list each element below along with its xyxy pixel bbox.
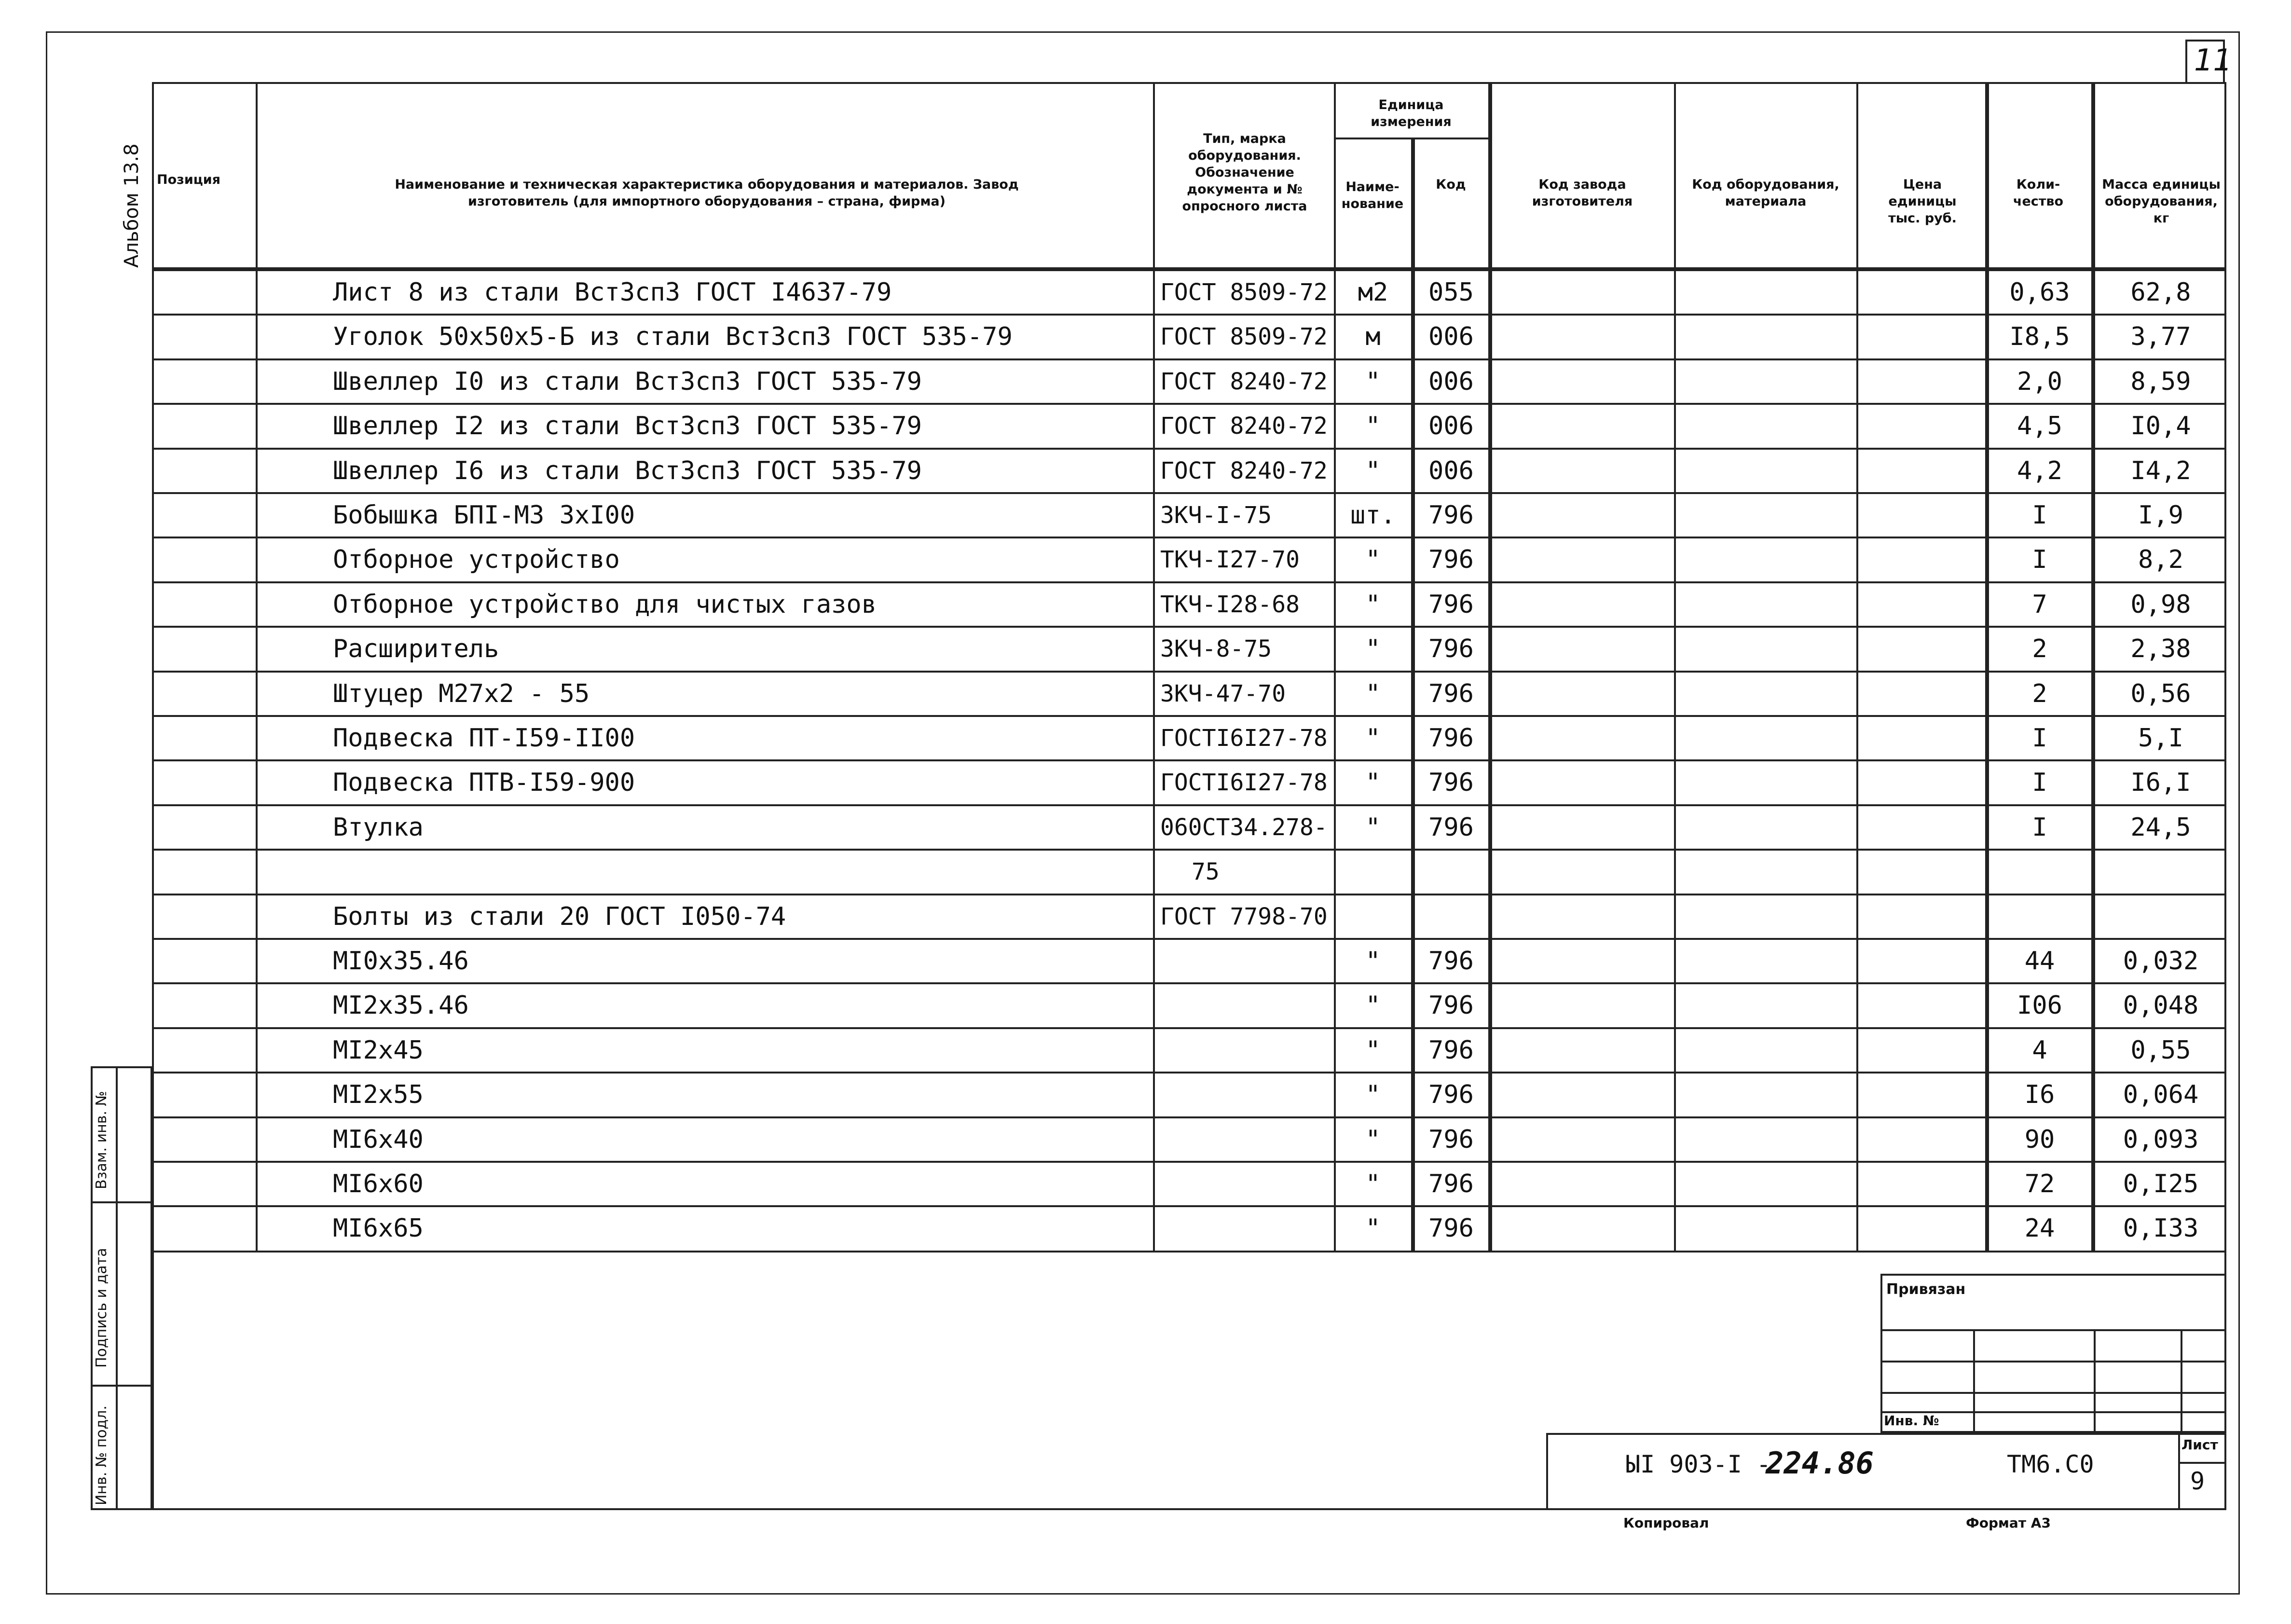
item-unit-code: 796 — [1428, 813, 1474, 842]
item-qty: I — [2032, 724, 2047, 753]
header-name: Наименование и техническая характеристика оборудования и материалов. Завод изготовитель (для импортного оборудования – страна, фирма) — [395, 177, 1019, 209]
item-mass: I,9 — [2138, 501, 2183, 530]
header-price: Цена единицы тыс. руб. — [1888, 177, 1957, 226]
header-position: Позиция — [157, 172, 221, 187]
designation-prefix: ЫI 903-I - — [1626, 1450, 1771, 1478]
item-unit-code: 796 — [1428, 1170, 1474, 1198]
item-unit-code: 006 — [1428, 367, 1474, 396]
item-mass: 0,55 — [2130, 1036, 2191, 1065]
item-type: ГОСТ 8509-72 — [1160, 279, 1328, 306]
header-unit-name: Наиме-нование — [1341, 179, 1404, 211]
privyazan-label: Привязан — [1886, 1281, 1966, 1298]
item-unit: " — [1365, 1214, 1381, 1243]
item-unit-code: 796 — [1428, 768, 1474, 797]
item-unit-code: 796 — [1428, 501, 1474, 530]
item-qty: 72 — [2024, 1170, 2055, 1198]
item-unit-code: 796 — [1428, 634, 1474, 663]
item-name: МI2х55 — [333, 1080, 424, 1109]
copied-label: Копировал — [1623, 1515, 1709, 1531]
side-label-inv-podl: Инв. № подл. — [93, 1405, 110, 1505]
item-name: МI6х65 — [333, 1214, 424, 1243]
item-name: Отборное устройство для чистых газов — [333, 590, 877, 619]
item-name: МI2х45 — [333, 1036, 424, 1065]
item-name: Расширитель — [333, 634, 499, 663]
item-qty: 2,0 — [2017, 367, 2062, 396]
item-unit: " — [1365, 991, 1381, 1020]
item-type: ГОСТ 8240-72 — [1160, 368, 1328, 395]
item-qty: I — [2032, 813, 2047, 842]
item-qty: 44 — [2024, 947, 2055, 976]
header-equip-code: Код оборудования, материала — [1692, 177, 1839, 209]
item-unit: " — [1365, 545, 1381, 574]
item-qty: 24 — [2024, 1214, 2055, 1243]
header-unit-group: Единица измерения — [1371, 97, 1452, 129]
item-unit: м2 — [1358, 278, 1388, 307]
item-mass: I0,4 — [2130, 412, 2191, 440]
item-name: Отборное устройство — [333, 545, 620, 574]
side-label-podpis: Подпись и дата — [93, 1248, 110, 1368]
item-qty: 2 — [2032, 679, 2047, 708]
item-mass: 0,98 — [2130, 590, 2191, 619]
item-name: Швеллер I0 из стали ВстЗсп3 ГОСТ 535-79 — [333, 367, 922, 396]
item-name: Втулка — [333, 813, 424, 842]
item-mass: 24,5 — [2130, 813, 2191, 842]
item-qty: I — [2032, 545, 2047, 574]
item-name: Лист 8 из стали ВстЗсп3 ГОСТ I4637-79 — [333, 278, 892, 307]
item-qty: 4 — [2032, 1036, 2047, 1065]
item-qty: 4,5 — [2017, 412, 2062, 440]
item-qty: 0,63 — [2009, 278, 2070, 307]
item-unit: " — [1365, 813, 1381, 842]
item-unit-code: 796 — [1428, 1080, 1474, 1109]
item-mass: 0,093 — [2123, 1125, 2199, 1154]
item-name: Уголок 50х50х5-Б из стали ВстЗсп3 ГОСТ 535-79 — [333, 322, 1013, 351]
designation-handwritten: 224.86 — [1766, 1445, 1874, 1481]
item-mass: 0,032 — [2123, 947, 2199, 976]
item-name: МI0х35.46 — [333, 947, 469, 976]
item-type: ГОСТI6I27-78 — [1160, 725, 1328, 752]
item-unit-code: 796 — [1428, 1125, 1474, 1154]
item-unit: " — [1365, 947, 1381, 976]
item-unit: " — [1365, 634, 1381, 663]
item-unit: " — [1365, 590, 1381, 619]
item-type: 75 — [1192, 858, 1220, 885]
item-type: ГОСТ 7798-70 — [1160, 903, 1328, 930]
item-unit: м — [1365, 322, 1381, 351]
item-unit-code: 055 — [1428, 278, 1474, 307]
side-label-vzam: Взам. инв. № — [93, 1091, 110, 1189]
item-name: Подвеска ПТ-I59-II00 — [333, 724, 635, 753]
item-qty: 7 — [2032, 590, 2047, 619]
item-unit-code: 796 — [1428, 1214, 1474, 1243]
sheet-number: 9 — [2190, 1467, 2205, 1495]
item-unit-code: 796 — [1428, 545, 1474, 574]
item-mass: I6,I — [2130, 768, 2191, 797]
item-unit-code: 796 — [1428, 724, 1474, 753]
item-unit-code: 796 — [1428, 679, 1474, 708]
item-qty: 4,2 — [2017, 456, 2062, 485]
item-name: МI6х60 — [333, 1170, 424, 1198]
item-qty: 2 — [2032, 634, 2047, 663]
item-unit: " — [1365, 456, 1381, 485]
item-type: ТКЧ-I27-70 — [1160, 546, 1300, 573]
item-unit: " — [1365, 367, 1381, 396]
item-unit-code: 796 — [1428, 1036, 1474, 1065]
header-qty: Коли-чество — [2013, 177, 2064, 209]
header-plant-code: Код завода изготовителя — [1532, 177, 1633, 209]
corner-sheet-number: 11 — [2194, 42, 2232, 78]
item-mass: 62,8 — [2130, 278, 2191, 307]
item-name: МI2х35.46 — [333, 991, 469, 1020]
item-name: Бобышка БПI-М3 3хI00 — [333, 501, 635, 530]
header-mass: Масса единицы оборудования, кг — [2102, 177, 2221, 226]
item-unit-code: 796 — [1428, 991, 1474, 1020]
item-type: ЗКЧ-47-70 — [1160, 680, 1286, 707]
item-name: МI6х40 — [333, 1125, 424, 1154]
header-type: Тип, марка оборудования. Обозначение документа и № опросного листа — [1182, 131, 1307, 214]
item-mass: 0,048 — [2123, 991, 2199, 1020]
item-unit: " — [1365, 412, 1381, 440]
item-qty: I6 — [2024, 1080, 2055, 1109]
item-unit: " — [1365, 1036, 1381, 1065]
item-type: ГОСТ 8509-72 — [1160, 323, 1328, 350]
item-unit: " — [1365, 768, 1381, 797]
inv-no-label: Инв. № — [1884, 1413, 1939, 1429]
doc-code: ТМ6.С0 — [2007, 1450, 2094, 1478]
item-mass: 2,38 — [2130, 634, 2191, 663]
item-mass: 0,064 — [2123, 1080, 2199, 1109]
item-name: Швеллер I6 из стали ВстЗсп3 ГОСТ 535-79 — [333, 456, 922, 485]
item-mass: I4,2 — [2130, 456, 2191, 485]
item-type: 060СТ34.278- — [1160, 814, 1328, 841]
item-unit: шт. — [1350, 501, 1396, 530]
item-name: Подвеска ПТВ-I59-900 — [333, 768, 635, 797]
item-type: ГОСТI6I27-78 — [1160, 769, 1328, 796]
item-type: ЗКЧ-8-75 — [1160, 635, 1272, 662]
sheet-label: Лист — [2181, 1437, 2218, 1453]
item-qty: 90 — [2024, 1125, 2055, 1154]
item-qty: I06 — [2017, 991, 2062, 1020]
item-mass: 8,59 — [2130, 367, 2191, 396]
item-mass: 0,I33 — [2123, 1214, 2199, 1243]
item-type: ГОСТ 8240-72 — [1160, 413, 1328, 440]
item-unit: " — [1365, 1080, 1381, 1109]
item-qty: I — [2032, 768, 2047, 797]
item-name: Штуцер М27х2 - 55 — [333, 679, 590, 708]
header-unit-code: Код — [1436, 177, 1466, 192]
item-unit: " — [1365, 1125, 1381, 1154]
album-label: Альбом 13.8 — [121, 143, 143, 268]
item-unit: " — [1365, 679, 1381, 708]
item-unit-code: 006 — [1428, 412, 1474, 440]
item-qty: I — [2032, 501, 2047, 530]
item-type: ТКЧ-I28-68 — [1160, 591, 1300, 618]
item-unit-code: 006 — [1428, 322, 1474, 351]
item-mass: 5,I — [2138, 724, 2183, 753]
item-unit-code: 796 — [1428, 590, 1474, 619]
item-type: ЗКЧ-I-75 — [1160, 502, 1272, 529]
item-qty: I8,5 — [2009, 322, 2070, 351]
item-unit: " — [1365, 1170, 1381, 1198]
item-name: Болты из стали 20 ГОСТ I050-74 — [333, 902, 786, 931]
item-unit: " — [1365, 724, 1381, 753]
item-unit-code: 796 — [1428, 947, 1474, 976]
item-mass: 8,2 — [2138, 545, 2183, 574]
item-unit-code: 006 — [1428, 456, 1474, 485]
item-mass: 0,I25 — [2123, 1170, 2199, 1198]
item-mass: 3,77 — [2130, 322, 2191, 351]
item-type: ГОСТ 8240-72 — [1160, 457, 1328, 484]
item-mass: 0,56 — [2130, 679, 2191, 708]
format-label: Формат А3 — [1966, 1515, 2051, 1531]
item-name: Швеллер I2 из стали ВстЗсп3 ГОСТ 535-79 — [333, 412, 922, 440]
